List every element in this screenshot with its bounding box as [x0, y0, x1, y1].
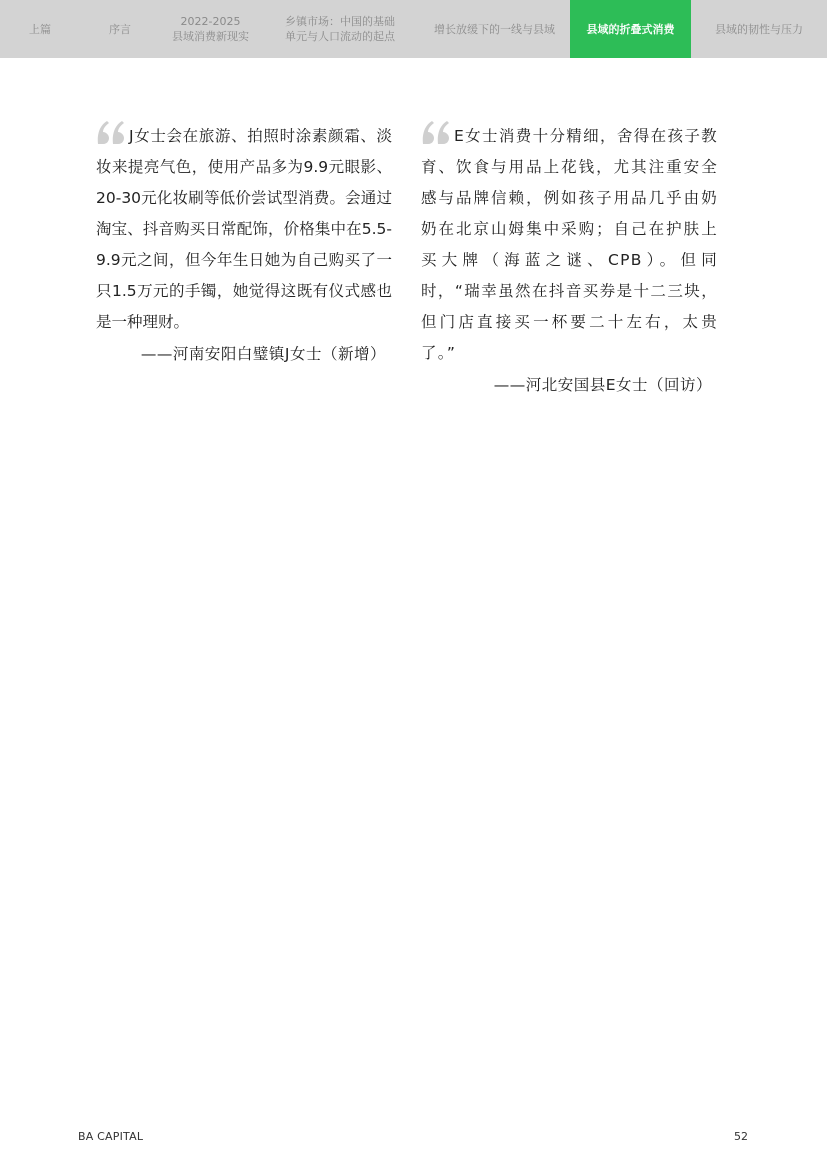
- nav-tab-township-market[interactable]: [261, 0, 419, 58]
- page-number: 52: [734, 1130, 748, 1143]
- nav-tab-label: 上篇: [29, 22, 51, 36]
- nav-tab-label-line-2: 单元与人口流动的起点: [285, 30, 395, 43]
- nav-tab-preface[interactable]: [80, 0, 160, 58]
- quote-attribution: ——河北安国县E女士（回访）: [493, 376, 712, 394]
- quote-mark-icon: [421, 120, 451, 144]
- nav-tab-label-line-1: 乡镇市场：中国的基础: [285, 15, 395, 28]
- nav-tab-label-line-2: 县域消费新现实: [172, 30, 249, 43]
- nav-tab-label-line-1: 2022-2025: [180, 15, 241, 28]
- quote-text: E女士消费十分精细，舍得在孩子教育、饮食与用品上花钱，尤其注重安全感与品牌信赖，例如孩子用品几乎由奶奶在北京山姆集中采购；自己在护肤上买大牌（海蓝之谜、CPB）。但同时，“瑞幸虽然在抖音买券是十二三块，但门店直接买一杯要二十左右，太贵了。”: [421, 127, 718, 362]
- nav-tab-folded-consumption[interactable]: [570, 0, 691, 58]
- nav-tab-resilience-and-pressure[interactable]: [691, 0, 827, 58]
- nav-tab-tier-one-and-county[interactable]: [419, 0, 570, 58]
- nav-tab-label: 县域的折叠式消费: [586, 22, 675, 36]
- nav-tab-county-consumption-reality[interactable]: [160, 0, 261, 58]
- nav-tab-label: 序言: [109, 22, 131, 36]
- quote-block-left: [96, 120, 392, 370]
- nav-tab-part-one[interactable]: [0, 0, 80, 58]
- nav-tab-label: 县域的韧性与压力: [715, 22, 803, 36]
- quote-block-right: [421, 120, 718, 401]
- footer-brand: BA CAPITAL: [78, 1130, 144, 1143]
- quote-mark-icon: [96, 120, 126, 144]
- top-navigation-bar: [0, 0, 827, 58]
- nav-tab-label: 增长放缓下的一线与县域: [434, 22, 555, 36]
- quote-attribution: ——河南安阳白璧镇J女士（新增）: [140, 345, 386, 363]
- quote-text: J女士会在旅游、拍照时涂素颜霜、淡妆来提亮气色，使用产品多为9.9元眼影、20-30元化妆刷等低价尝试型消费。会通过淘宝、抖音购买日常配饰，价格集中在5.5-9.9元之间，但今年生日她为自己购买了一只1.5万元的手镯，她觉得这既有仪式感也是一种理财。: [96, 127, 392, 331]
